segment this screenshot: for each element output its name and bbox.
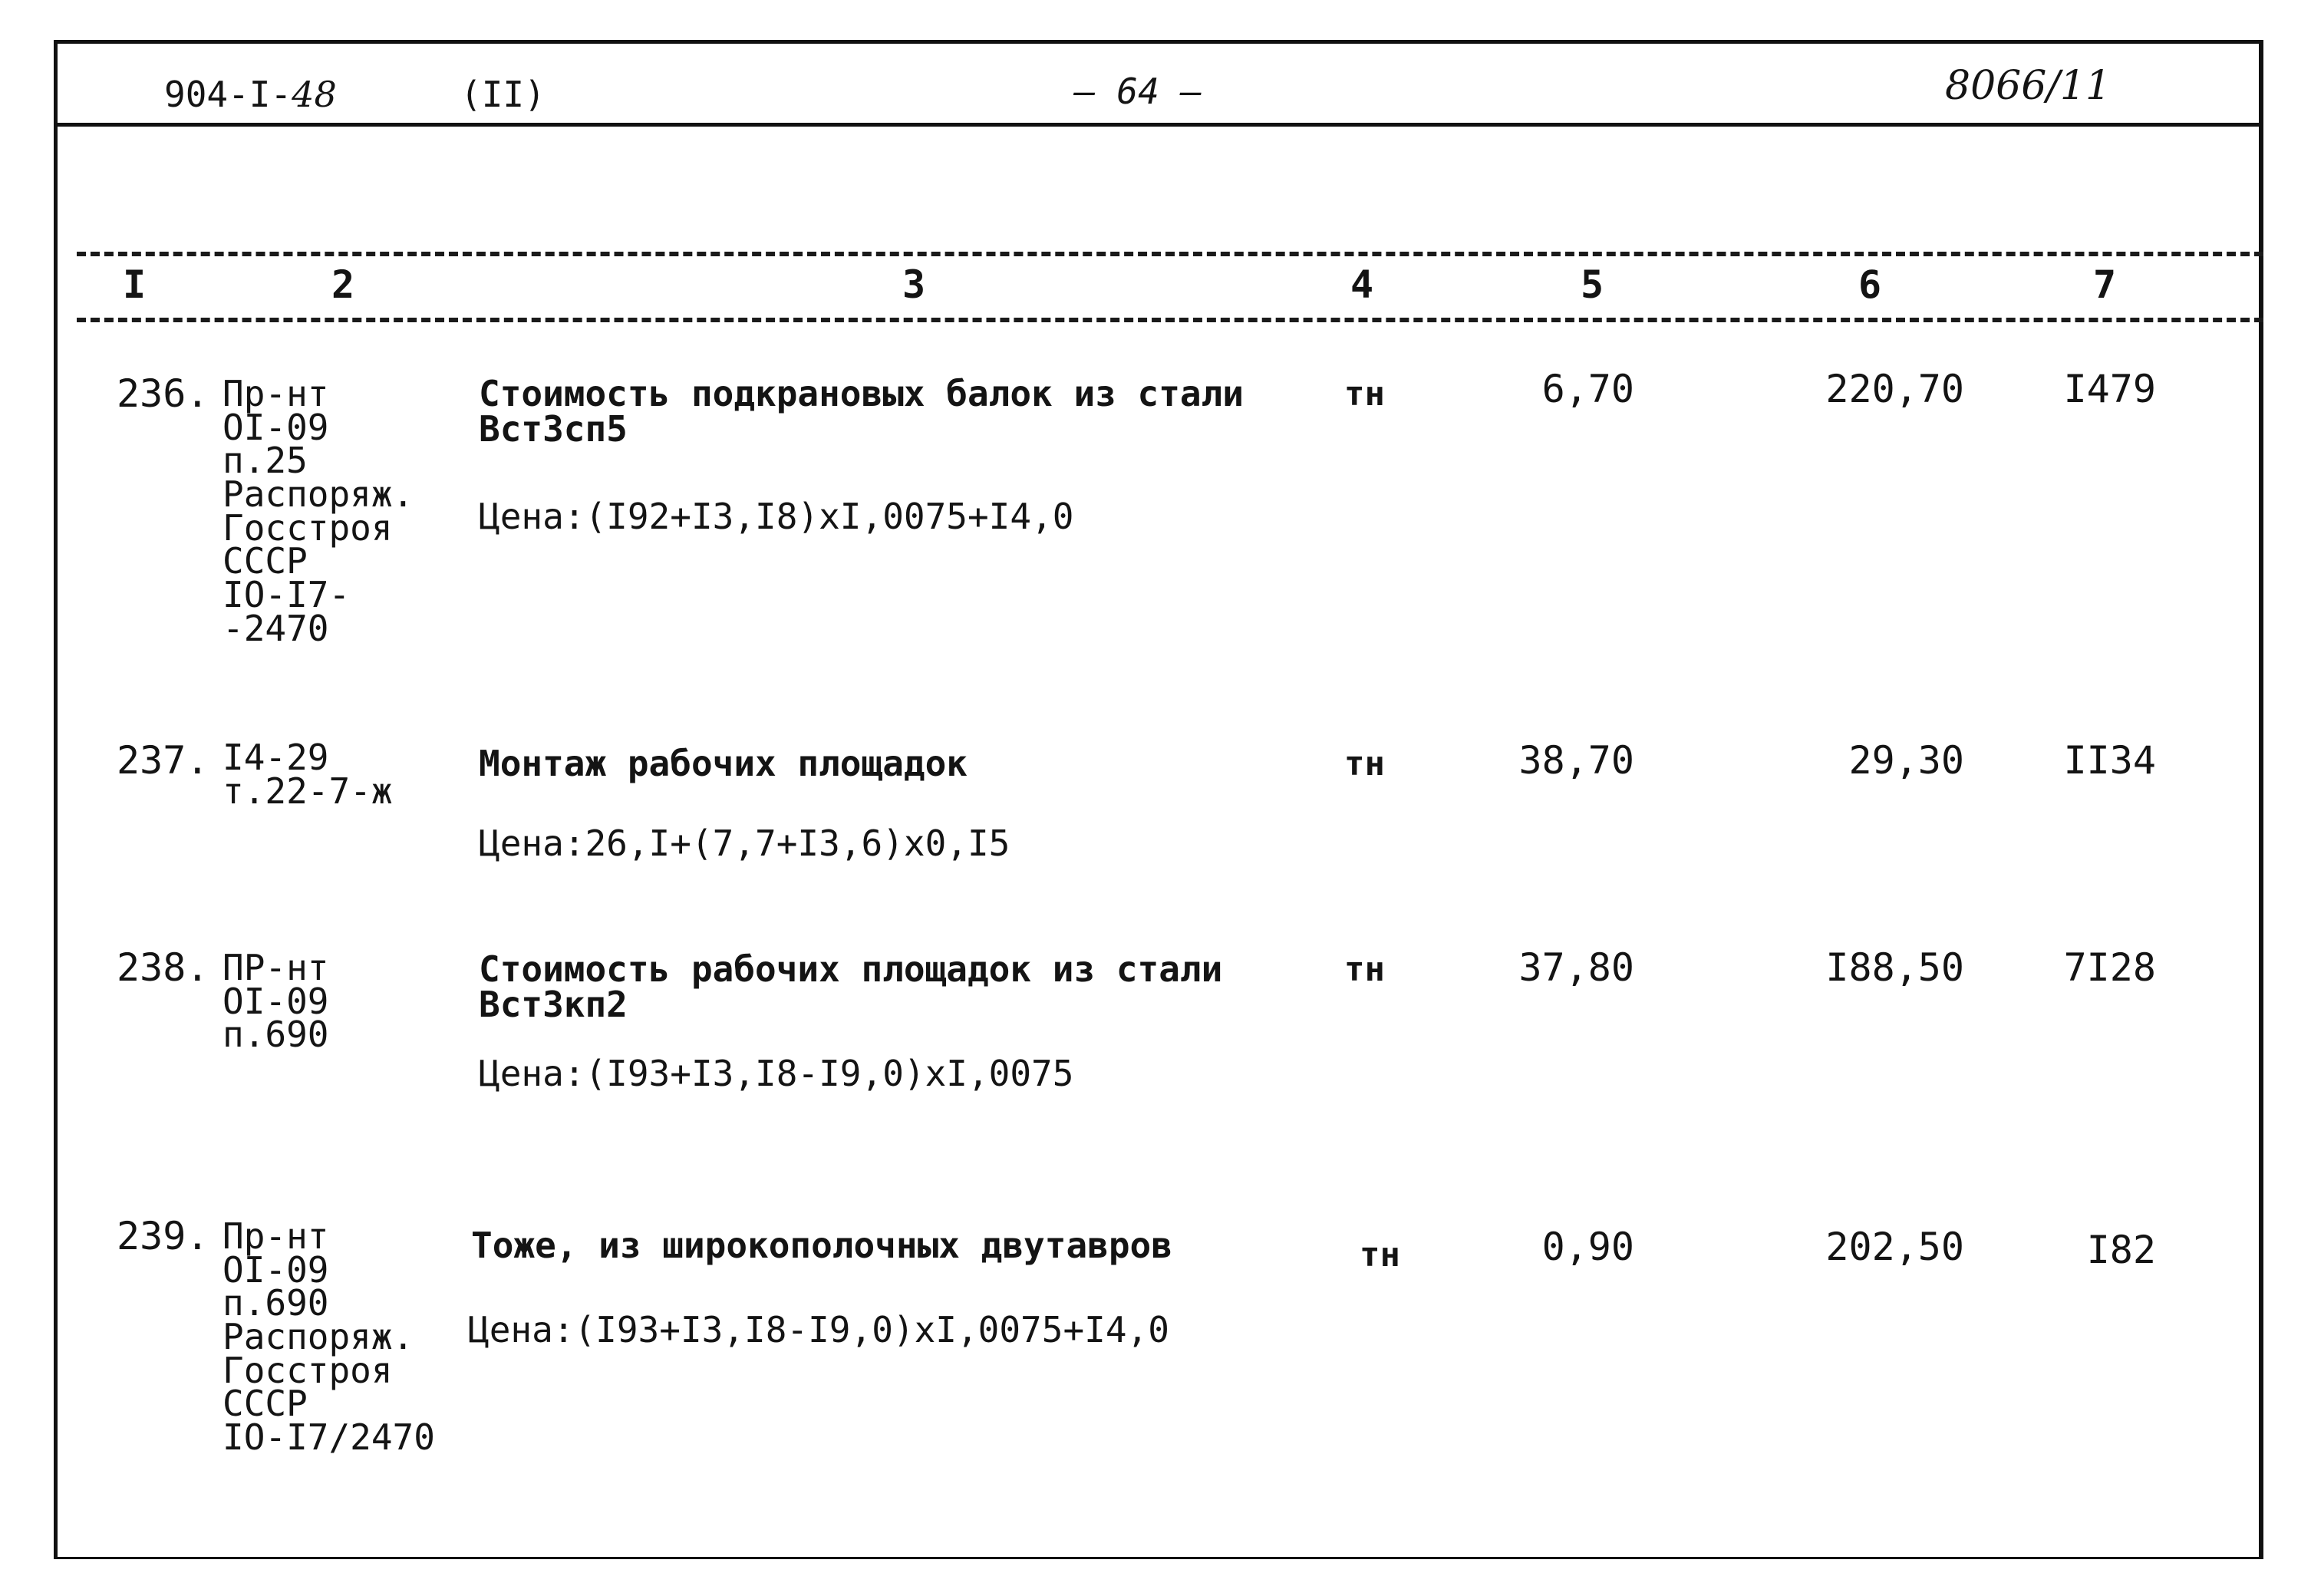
- reference-line: Пр-нт: [223, 1215, 329, 1257]
- reference-block: [223, 737, 393, 812]
- reference-line: т.22-7-ж: [223, 770, 393, 812]
- column-header-7: 7: [2093, 262, 2117, 307]
- reference-line: Госстроя: [223, 1349, 393, 1391]
- reference-block: [223, 947, 329, 1056]
- description: [471, 1225, 1172, 1266]
- reference-line: I4-29: [223, 737, 329, 778]
- reference-line: OI-09: [223, 406, 329, 448]
- reference-line: Распоряж.: [223, 473, 414, 516]
- unit-price: 29,30: [1848, 738, 1964, 783]
- unit: тн: [1344, 950, 1385, 989]
- description: [479, 743, 968, 784]
- total: 7I28: [2063, 945, 2156, 990]
- description-line: Тоже, из широкополочных двутавров: [471, 1225, 1172, 1266]
- unit-price: 202,50: [1825, 1225, 1964, 1269]
- header-rule: [54, 123, 2263, 127]
- reference-line: Госстроя: [223, 506, 393, 549]
- page-number: — 64 —: [1074, 71, 1202, 112]
- reference-line: СССР: [223, 1383, 308, 1425]
- unit: тн: [1344, 744, 1385, 783]
- row-number: 238.: [117, 945, 209, 990]
- total: II34: [2063, 738, 2156, 783]
- reference-line: п.690: [223, 1014, 329, 1056]
- dashed-rule-bottom: [77, 318, 2263, 322]
- quantity: 6,70: [1541, 367, 1634, 411]
- description: [479, 948, 1223, 1025]
- description-line: Стоимость подкрановых балок из стали: [479, 373, 1244, 414]
- unit-price: 220,70: [1825, 367, 1964, 411]
- price-formula: Цена:(I92+I3,I8)xI,0075+I4,0: [479, 496, 1074, 537]
- description: [479, 373, 1244, 450]
- price-formula: Цена:(I93+I3,I8-I9,0)xI,0075: [479, 1053, 1074, 1094]
- price-formula: Цена:26,I+(7,7+I3,6)x0,I5: [479, 823, 1010, 864]
- column-header-1: I: [123, 262, 147, 307]
- column-header-2: 2: [331, 262, 355, 307]
- reference-line: п.25: [223, 440, 308, 482]
- total: I479: [2063, 367, 2156, 411]
- description-line: Монтаж рабочих площадок: [479, 743, 968, 784]
- row-number: 239.: [117, 1214, 209, 1258]
- reference-line: OI-09: [223, 980, 329, 1022]
- description-line: ВстЗкп2: [479, 984, 628, 1025]
- reference-line: IO-I7/2470: [223, 1416, 435, 1459]
- column-header-5: 5: [1581, 262, 1604, 307]
- reference-line: OI-09: [223, 1248, 329, 1291]
- total: I82: [2086, 1228, 2156, 1272]
- column-header-6: 6: [1858, 262, 1882, 307]
- reference-line: п.690: [223, 1282, 329, 1324]
- description-line: ВстЗсп5: [479, 408, 628, 450]
- dashed-rule-top: [77, 252, 2263, 256]
- description-line: Стоимость рабочих площадок из стали: [479, 948, 1223, 990]
- price-formula: Цена:(I93+I3,I8-I9,0)xI,0075+I4,0: [468, 1309, 1169, 1350]
- unit: тн: [1344, 374, 1385, 414]
- unit-price: I88,50: [1825, 945, 1964, 990]
- reference-block: [223, 1215, 435, 1459]
- document-code: 904-I-48: [164, 74, 337, 115]
- reference-line: ПР-нт: [223, 947, 329, 988]
- reference-line: Распоряж.: [223, 1316, 414, 1358]
- reference-line: IO-I7-: [223, 574, 351, 616]
- quantity: 0,90: [1541, 1225, 1634, 1269]
- reference-line: -2470: [223, 607, 329, 649]
- inventory-number: 8066/11: [1945, 63, 2112, 109]
- quantity: 38,70: [1518, 738, 1634, 783]
- quantity: 37,80: [1518, 945, 1634, 990]
- column-header-4: 4: [1350, 262, 1374, 307]
- row-number: 237.: [117, 738, 209, 783]
- reference-line: Пр-нт: [223, 373, 329, 414]
- part-number: (II): [460, 74, 546, 115]
- column-header-3: 3: [902, 262, 926, 307]
- reference-line: СССР: [223, 540, 308, 582]
- reference-block: [223, 373, 414, 649]
- row-number: 236.: [117, 371, 209, 416]
- unit: тн: [1360, 1235, 1400, 1274]
